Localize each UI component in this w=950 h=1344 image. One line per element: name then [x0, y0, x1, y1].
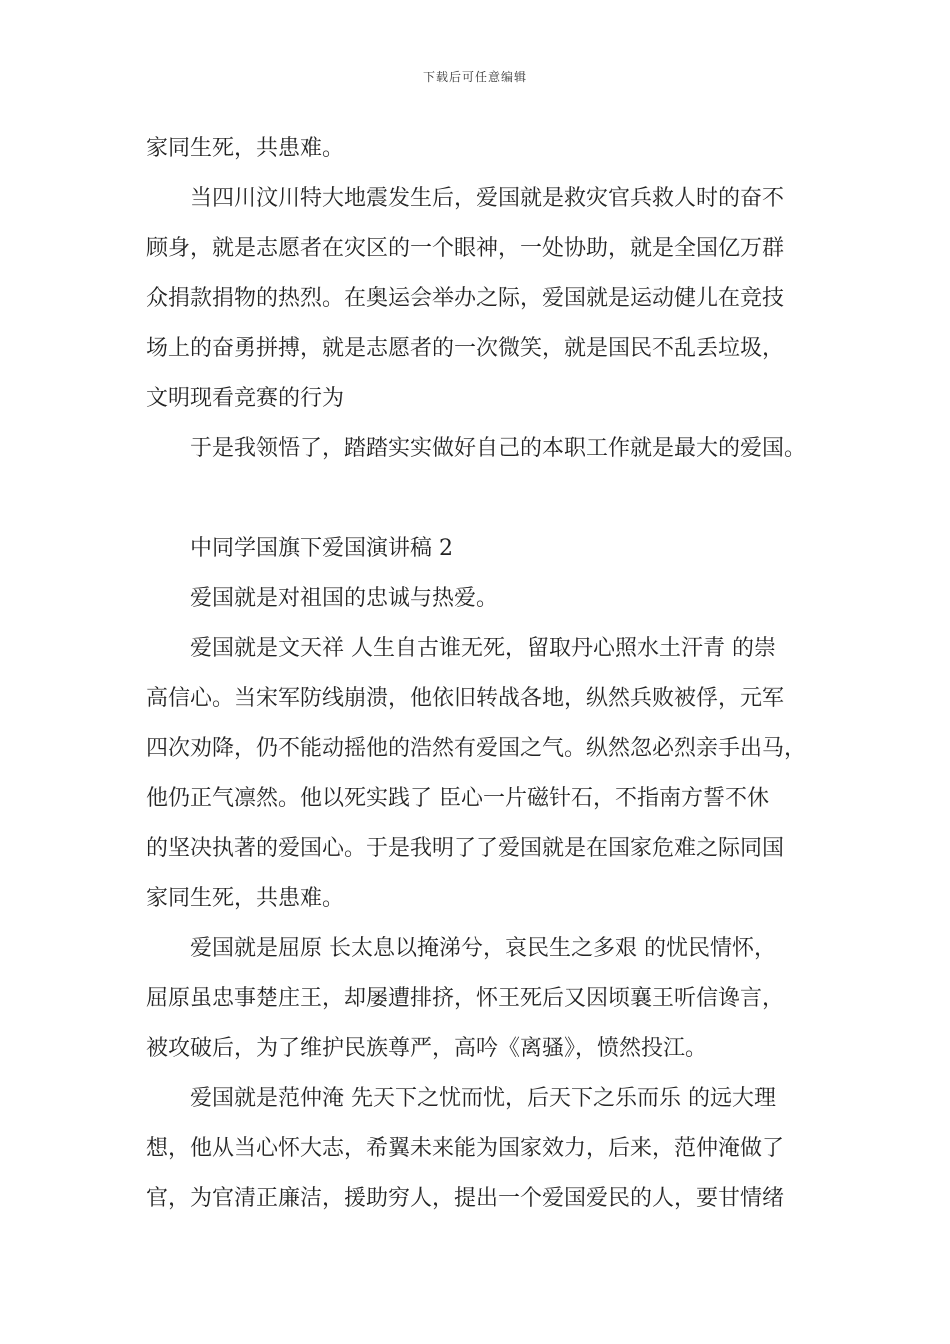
header-note: 下载后可任意编辑	[422, 70, 527, 84]
section-title: 中同学国旗下爱国演讲稿 2	[190, 536, 453, 561]
text-line: 顾身，就是志愿者在灾区的一个眼神，一处协助，就是全国亿万群	[146, 236, 785, 261]
text-line: 众捐款捐物的热烈。在奥运会举办之际，爱国就是运动健儿在竞技	[146, 286, 785, 311]
paragraph-first-line: 爱国就是屈原 长太息以掩涕兮，哀民生之多艰 的忧民情怀，	[190, 936, 776, 961]
text-line: 场上的奋勇拼搏，就是志愿者的一次微笑，就是国民不乱丢垃圾，	[146, 336, 785, 361]
paragraph-first-line: 爱国就是范仲淹 先天下之忧而忧，后天下之乐而乐 的远大理	[190, 1086, 776, 1111]
text-line: 高信心。当宋军防线崩溃，他依旧转战各地，纵然兵败被俘，元军	[146, 686, 785, 711]
text-line: 四次劝降，仍不能动摇他的浩然有爱国之气。纵然忽必烈亲手出马，	[146, 736, 807, 761]
paragraph-first-line: 爱国就是文天祥 人生自古谁无死，留取丹心照水土汗青 的崇	[190, 636, 776, 661]
text-line: 他仍正气凛然。他以死实践了 臣心一片磁针石，不指南方誓不休	[146, 786, 769, 811]
text-line: 想，他从当心怀大志，希翼未来能为国家效力，后来，范仲淹做了	[146, 1136, 785, 1161]
text-line: 官，为官清正廉洁，援助穷人，提出一个爱国爱民的人，要甘情绪	[146, 1186, 785, 1211]
paragraph-first-line: 爱国就是对祖国的忠诚与热爱。	[190, 586, 499, 611]
paragraph-first-line: 当四川汶川特大地震发生后，爱国就是救灾官兵救人时的奋不	[190, 186, 785, 211]
paragraph-first-line: 于是我领悟了，踏踏实实做好自己的本职工作就是最大的爱国。	[190, 436, 807, 461]
text-line: 文明现看竞赛的行为	[146, 386, 345, 411]
text-line: 屈原虽忠事楚庄王，却屡遭排挤，怀王死后又因顷襄王听信谗言，	[146, 986, 785, 1011]
text-line: 家同生死，共患难。	[146, 886, 345, 911]
text-line: 被攻破后，为了维护民族尊严，高吟《离骚》，愤然投江。	[146, 1036, 708, 1061]
text-line: 的坚决执著的爱国心。于是我明了了爱国就是在国家危难之际同国	[146, 836, 785, 861]
text-line: 家同生死，共患难。	[146, 136, 345, 161]
